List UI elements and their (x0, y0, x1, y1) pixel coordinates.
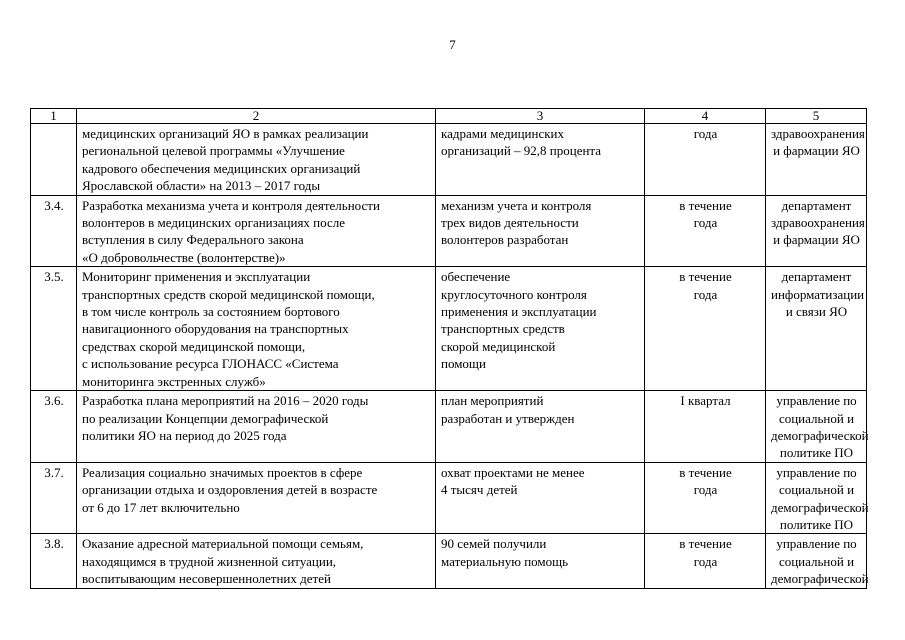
cell-text-line: управление по (776, 536, 857, 552)
cell-text-line: обеспечение (441, 269, 511, 285)
cell-text-line: и фармации ЯО (773, 143, 860, 159)
cell-text-line: в течение (679, 269, 732, 285)
header-cell: 4 (645, 109, 766, 124)
cell-text-line: в том числе контроль за состоянием бортового (82, 304, 340, 320)
result-cell (436, 267, 645, 391)
cell-text-line: 4 тысяч детей (441, 482, 518, 498)
cell-text-line: демографической (771, 571, 869, 587)
cell-text-line: организаций – 92,8 процента (441, 143, 602, 159)
task-cell (77, 534, 436, 588)
cell-text-line: политики ЯО на период до 2025 года (82, 427, 287, 443)
cell-text-line: года (693, 126, 718, 141)
table-row (31, 462, 867, 534)
cell-text-line: скорой медицинской (441, 338, 556, 354)
result-cell (436, 534, 645, 588)
task-cell (77, 267, 436, 391)
cell-text-line: от 6 до 17 лет включительно (82, 499, 240, 515)
cell-text-line: медицинских организаций ЯО в рамках реализации (82, 126, 369, 141)
cell-text-line: трех видов деятельности (441, 215, 579, 231)
cell-text-line: в течение (679, 197, 732, 213)
cell-text-line: в течение (679, 536, 732, 552)
term-cell (645, 462, 766, 534)
term-cell (645, 124, 766, 196)
cell-text-line: года (693, 215, 718, 231)
cell-text-line: региональной целевой программы «Улучшение (82, 143, 345, 159)
cell-text-line: с использование ресурса ГЛОНАСС «Система (82, 356, 339, 372)
item-number-cell: 3.6. (31, 391, 77, 463)
cell-text-line: информатизации (771, 286, 865, 302)
cell-text-line: Разработка плана мероприятий на 2016 – 2020 годы (82, 393, 369, 409)
result-cell (436, 391, 645, 463)
cell-text-line: Оказание адресной материальной помощи семьям, (82, 536, 364, 552)
cell-text-line: Реализация социально значимых проектов в сфере (82, 464, 363, 480)
cell-text-line: и фармации ЯО (773, 232, 860, 248)
result-cell (436, 124, 645, 196)
task-cell (77, 124, 436, 196)
table-row (31, 267, 867, 391)
executor-cell (766, 534, 867, 588)
cell-text-line: года (693, 482, 718, 498)
cell-text-line: 90 семей получили (441, 536, 547, 552)
table-row (31, 195, 867, 267)
task-cell (77, 462, 436, 534)
cell-text-line: воспитывающим несовершеннолетних детей (82, 571, 331, 587)
cell-text-line: и связи ЯО (785, 304, 848, 320)
task-cell (77, 391, 436, 463)
cell-text-line: применения и эксплуатации (441, 304, 597, 320)
cell-text-line: года (693, 553, 718, 569)
result-cell (436, 195, 645, 267)
cell-text-line: здравоохранения (771, 215, 865, 231)
task-cell (77, 195, 436, 267)
header-cell: 2 (77, 109, 436, 124)
cell-text-line: кадрового обеспечения медицинских организаций (82, 160, 361, 176)
cell-text-line: управление по (776, 464, 857, 480)
header-cell: 1 (31, 109, 77, 124)
header-cell: 3 (436, 109, 645, 124)
term-cell (645, 267, 766, 391)
cell-text-line: I квартал (680, 393, 731, 409)
cell-text-line: здравоохранения (771, 126, 865, 141)
cell-text-line: года (693, 286, 718, 302)
executor-cell (766, 124, 867, 196)
cell-text-line: управление по (776, 393, 857, 409)
cell-text-line: транспортных средств (441, 321, 565, 337)
executor-cell (766, 391, 867, 463)
term-cell (645, 391, 766, 463)
cell-text-line: «О добровольчестве (волонтерстве)» (82, 249, 286, 265)
term-cell (645, 534, 766, 588)
item-number-cell: 3.8. (31, 534, 77, 588)
header-cell: 5 (766, 109, 867, 124)
cell-text-line: политике ПО (779, 516, 854, 532)
item-number-cell: 3.4. (31, 195, 77, 267)
table-row (31, 534, 867, 588)
header-row (31, 109, 867, 124)
cell-text-line: Мониторинг применения и эксплуатации (82, 269, 311, 285)
cell-text-line: круглосуточного контроля (441, 286, 587, 302)
cell-text-line: материальную помощь (441, 553, 569, 569)
cell-text-line: Разработка механизма учета и контроля деятельности (82, 197, 380, 213)
cell-text-line: кадрами медицинских (441, 126, 565, 141)
cell-text-line: средствах скорой медицинской помощи, (82, 338, 306, 354)
table-row (31, 391, 867, 463)
term-cell (645, 195, 766, 267)
cell-text-line: организации отдыха и оздоровления детей в возрасте (82, 482, 378, 498)
cell-text-line: волонтеров в медицинских организациях после (82, 215, 345, 231)
cell-text-line: навигационного оборудования на транспортных (82, 321, 349, 337)
cell-text-line: вступления в силу Федерального закона (82, 232, 304, 248)
cell-text-line: департамент (781, 269, 852, 285)
cell-text-line: демографической (771, 499, 869, 515)
cell-text-line: социальной и (778, 410, 855, 426)
executor-cell (766, 195, 867, 267)
result-cell (436, 462, 645, 534)
executor-cell (766, 462, 867, 534)
cell-text-line: социальной и (778, 553, 855, 569)
cell-text-line: мониторинга экстренных служб» (82, 373, 266, 389)
cell-text-line: охват проектами не менее (441, 464, 585, 480)
cell-text-line: помощи (441, 356, 486, 372)
cell-text-line: Ярославской области» на 2013 – 2017 годы (82, 178, 321, 194)
table-row (31, 124, 867, 196)
cell-text-line: в течение (679, 464, 732, 480)
executor-cell (766, 267, 867, 391)
plan-table (30, 108, 867, 589)
cell-text-line: политике ПО (779, 445, 854, 461)
item-number-cell: 3.7. (31, 462, 77, 534)
cell-text-line: по реализации Концепции демографической (82, 410, 329, 426)
cell-text-line: разработан и утвержден (441, 410, 575, 426)
cell-text-line: волонтеров разработан (441, 232, 569, 248)
item-number-cell: 3.5. (31, 267, 77, 391)
cell-text-line: демографической (771, 427, 869, 443)
item-number-cell (31, 124, 77, 196)
cell-text-line: механизм учета и контроля (441, 197, 592, 213)
cell-text-line: план мероприятий (441, 393, 544, 409)
cell-text-line: транспортных средств скорой медицинской помощи, (82, 286, 375, 302)
page-number: 7 (449, 37, 456, 52)
cell-text-line: находящимся в трудной жизненной ситуации, (82, 553, 337, 569)
cell-text-line: социальной и (778, 482, 855, 498)
cell-text-line: департамент (781, 197, 852, 213)
